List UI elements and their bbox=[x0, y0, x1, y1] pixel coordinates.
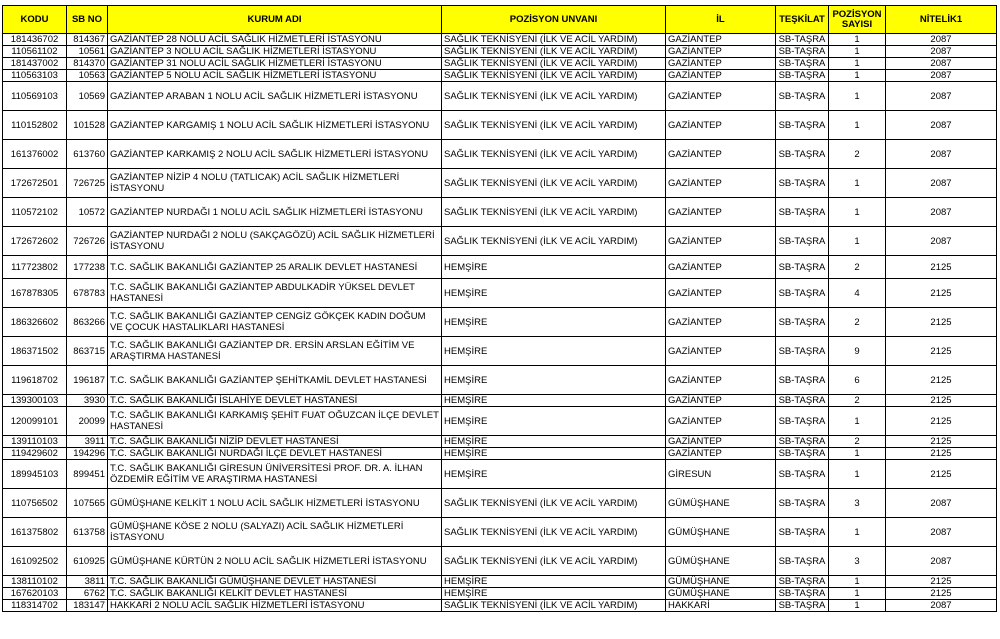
cell-kodu: 138110102 bbox=[3, 576, 67, 588]
cell-il: GAZİANTEP bbox=[666, 256, 776, 279]
cell-pozisyon-unvani: SAĞLIK TEKNİSYENİ (İLK VE ACİL YARDIM) bbox=[442, 518, 666, 547]
cell-kodu: 110152802 bbox=[3, 111, 67, 140]
cell-pozisyon-unvani: HEMŞİRE bbox=[442, 279, 666, 308]
cell-pozisyon-unvani: HEMŞİRE bbox=[442, 256, 666, 279]
cell-teskilat: SB-TAŞRA bbox=[776, 547, 829, 576]
cell-teskilat: SB-TAŞRA bbox=[776, 448, 829, 460]
cell-il: GAZİANTEP bbox=[666, 198, 776, 227]
cell-teskilat: SB-TAŞRA bbox=[776, 46, 829, 58]
cell-teskilat: SB-TAŞRA bbox=[776, 460, 829, 489]
cell-il: GİRESUN bbox=[666, 460, 776, 489]
cell-pozisyon-sayisi: 1 bbox=[829, 46, 886, 58]
table-row bbox=[3, 169, 997, 198]
header-pozisyon-unvani: POZİSYON UNVANI bbox=[442, 6, 666, 34]
cell-nitelik: 2087 bbox=[886, 518, 997, 547]
cell-sb-no: 610925 bbox=[67, 547, 108, 576]
cell-teskilat: SB-TAŞRA bbox=[776, 366, 829, 395]
cell-kodu: 172672501 bbox=[3, 169, 67, 198]
cell-sb-no: 726726 bbox=[67, 227, 108, 256]
cell-il: GAZİANTEP bbox=[666, 308, 776, 337]
table-row bbox=[3, 279, 997, 308]
cell-il: GÜMÜŞHANE bbox=[666, 489, 776, 518]
cell-kodu: 110569103 bbox=[3, 82, 67, 111]
cell-pozisyon-sayisi: 2 bbox=[829, 395, 886, 407]
cell-pozisyon-sayisi: 1 bbox=[829, 82, 886, 111]
cell-kurum-adi: GAZİANTEP KARGAMIŞ 1 NOLU ACİL SAĞLIK HİZMETLERİ İSTASYONU bbox=[108, 111, 442, 140]
cell-teskilat: SB-TAŞRA bbox=[776, 227, 829, 256]
cell-kodu: 119429602 bbox=[3, 448, 67, 460]
cell-sb-no: 183147 bbox=[67, 600, 108, 612]
cell-il: GAZİANTEP bbox=[666, 366, 776, 395]
cell-pozisyon-unvani: SAĞLIK TEKNİSYENİ (İLK VE ACİL YARDIM) bbox=[442, 227, 666, 256]
header-kurum-adi: KURUM ADI bbox=[108, 6, 442, 34]
cell-nitelik: 2087 bbox=[886, 58, 997, 70]
cell-il: GAZİANTEP bbox=[666, 111, 776, 140]
cell-kurum-adi: GAZİANTEP ARABAN 1 NOLU ACİL SAĞLIK HİZMETLERİ İSTASYONU bbox=[108, 82, 442, 111]
cell-pozisyon-unvani: SAĞLIK TEKNİSYENİ (İLK VE ACİL YARDIM) bbox=[442, 169, 666, 198]
cell-kodu: 167620103 bbox=[3, 588, 67, 600]
cell-kurum-adi: GAZİANTEP NİZİP 4 NOLU (TATLICAK) ACİL SAĞLIK HİZMETLERİ İSTASYONU bbox=[108, 169, 442, 198]
cell-pozisyon-sayisi: 3 bbox=[829, 547, 886, 576]
cell-pozisyon-unvani: SAĞLIK TEKNİSYENİ (İLK VE ACİL YARDIM) bbox=[442, 58, 666, 70]
table-row bbox=[3, 227, 997, 256]
cell-pozisyon-sayisi: 1 bbox=[829, 460, 886, 489]
cell-nitelik: 2125 bbox=[886, 395, 997, 407]
cell-pozisyon-unvani: HEMŞİRE bbox=[442, 308, 666, 337]
cell-kodu: 117723802 bbox=[3, 256, 67, 279]
table-row bbox=[3, 308, 997, 337]
cell-pozisyon-sayisi: 1 bbox=[829, 600, 886, 612]
cell-pozisyon-sayisi: 1 bbox=[829, 169, 886, 198]
cell-nitelik: 2125 bbox=[886, 588, 997, 600]
cell-teskilat: SB-TAŞRA bbox=[776, 198, 829, 227]
table-row bbox=[3, 448, 997, 460]
table-row bbox=[3, 70, 997, 82]
cell-teskilat: SB-TAŞRA bbox=[776, 576, 829, 588]
cell-pozisyon-unvani: HEMŞİRE bbox=[442, 460, 666, 489]
cell-il: GÜMÜŞHANE bbox=[666, 518, 776, 547]
cell-pozisyon-sayisi: 3 bbox=[829, 489, 886, 518]
cell-kurum-adi: GAZİANTEP 31 NOLU ACİL SAĞLIK HİZMETLERİ İSTASYONU bbox=[108, 58, 442, 70]
cell-teskilat: SB-TAŞRA bbox=[776, 308, 829, 337]
cell-pozisyon-unvani: SAĞLIK TEKNİSYENİ (İLK VE ACİL YARDIM) bbox=[442, 34, 666, 46]
cell-kurum-adi: T.C. SAĞLIK BAKANLIĞI NURDAĞI İLÇE DEVLET HASTANESİ bbox=[108, 448, 442, 460]
cell-kurum-adi: T.C. SAĞLIK BAKANLIĞI İSLAHİYE DEVLET HASTANESİ bbox=[108, 395, 442, 407]
cell-teskilat: SB-TAŞRA bbox=[776, 395, 829, 407]
header-pozisyon-sayisi: POZİSYON SAYISI bbox=[829, 6, 886, 34]
cell-il: GAZİANTEP bbox=[666, 140, 776, 169]
cell-sb-no: 6762 bbox=[67, 588, 108, 600]
cell-teskilat: SB-TAŞRA bbox=[776, 600, 829, 612]
table-row bbox=[3, 518, 997, 547]
table-row bbox=[3, 82, 997, 111]
cell-il: GAZİANTEP bbox=[666, 337, 776, 366]
cell-teskilat: SB-TAŞRA bbox=[776, 256, 829, 279]
cell-sb-no: 177238 bbox=[67, 256, 108, 279]
cell-kodu: 139300103 bbox=[3, 395, 67, 407]
cell-pozisyon-sayisi: 2 bbox=[829, 256, 886, 279]
cell-teskilat: SB-TAŞRA bbox=[776, 337, 829, 366]
cell-nitelik: 2125 bbox=[886, 256, 997, 279]
table-row bbox=[3, 489, 997, 518]
cell-sb-no: 3911 bbox=[67, 436, 108, 448]
cell-sb-no: 726725 bbox=[67, 169, 108, 198]
table-row bbox=[3, 436, 997, 448]
cell-teskilat: SB-TAŞRA bbox=[776, 111, 829, 140]
cell-il: GAZİANTEP bbox=[666, 436, 776, 448]
cell-pozisyon-unvani: HEMŞİRE bbox=[442, 588, 666, 600]
cell-sb-no: 101528 bbox=[67, 111, 108, 140]
table-row bbox=[3, 337, 997, 366]
cell-kurum-adi: T.C. SAĞLIK BAKANLIĞI GİRESUN ÜNİVERSİTESİ PROF. DR. A. İLHAN ÖZDEMİR EĞİTİM VE ARAŞTIRMA HASTANESİ bbox=[108, 460, 442, 489]
cell-teskilat: SB-TAŞRA bbox=[776, 489, 829, 518]
table-row bbox=[3, 111, 997, 140]
cell-kurum-adi: GAZİANTEP 28 NOLU ACİL SAĞLIK HİZMETLERİ İSTASYONU bbox=[108, 34, 442, 46]
cell-kurum-adi: T.C. SAĞLIK BAKANLIĞI KARKAMIŞ ŞEHİT FUAT OĞUZCAN İLÇE DEVLET HASTANESİ bbox=[108, 407, 442, 436]
cell-sb-no: 613760 bbox=[67, 140, 108, 169]
cell-nitelik: 2125 bbox=[886, 448, 997, 460]
cell-pozisyon-unvani: HEMŞİRE bbox=[442, 448, 666, 460]
cell-nitelik: 2087 bbox=[886, 600, 997, 612]
table-row bbox=[3, 198, 997, 227]
cell-kodu: 110561102 bbox=[3, 46, 67, 58]
cell-kodu: 119618702 bbox=[3, 366, 67, 395]
cell-pozisyon-unvani: HEMŞİRE bbox=[442, 337, 666, 366]
table-row bbox=[3, 34, 997, 46]
header-sb-no: SB NO bbox=[67, 6, 108, 34]
cell-teskilat: SB-TAŞRA bbox=[776, 588, 829, 600]
table-row bbox=[3, 366, 997, 395]
cell-sb-no: 10563 bbox=[67, 70, 108, 82]
cell-sb-no: 10569 bbox=[67, 82, 108, 111]
cell-pozisyon-unvani: SAĞLIK TEKNİSYENİ (İLK VE ACİL YARDIM) bbox=[442, 111, 666, 140]
table-row bbox=[3, 256, 997, 279]
cell-pozisyon-sayisi: 2 bbox=[829, 436, 886, 448]
cell-kurum-adi: T.C. SAĞLIK BAKANLIĞI GAZİANTEP ŞEHİTKAMİL DEVLET HASTANESİ bbox=[108, 366, 442, 395]
cell-sb-no: 20099 bbox=[67, 407, 108, 436]
cell-pozisyon-unvani: HEMŞİRE bbox=[442, 395, 666, 407]
cell-pozisyon-sayisi: 1 bbox=[829, 58, 886, 70]
cell-pozisyon-sayisi: 2 bbox=[829, 140, 886, 169]
cell-kodu: 181436702 bbox=[3, 34, 67, 46]
cell-kodu: 110756502 bbox=[3, 489, 67, 518]
cell-nitelik: 2125 bbox=[886, 407, 997, 436]
cell-kurum-adi: GÜMÜŞHANE KÜRTÜN 2 NOLU ACİL SAĞLIK HİZMETLERİ İSTASYONU bbox=[108, 547, 442, 576]
cell-pozisyon-sayisi: 1 bbox=[829, 70, 886, 82]
header-nitelik: NİTELİK1 bbox=[886, 6, 997, 34]
cell-kurum-adi: T.C. SAĞLIK BAKANLIĞI GAZİANTEP ABDULKADİR YÜKSEL DEVLET HASTANESİ bbox=[108, 279, 442, 308]
cell-nitelik: 2125 bbox=[886, 436, 997, 448]
cell-kodu: 186371502 bbox=[3, 337, 67, 366]
cell-kurum-adi: T.C. SAĞLIK BAKANLIĞI GAZİANTEP 25 ARALIK DEVLET HASTANESİ bbox=[108, 256, 442, 279]
cell-kurum-adi: GÜMÜŞHANE KÖSE 2 NOLU (SALYAZI) ACİL SAĞLIK HİZMETLERİ İSTASYONU bbox=[108, 518, 442, 547]
cell-il: GAZİANTEP bbox=[666, 169, 776, 198]
cell-pozisyon-sayisi: 9 bbox=[829, 337, 886, 366]
cell-nitelik: 2087 bbox=[886, 82, 997, 111]
cell-pozisyon-unvani: HEMŞİRE bbox=[442, 366, 666, 395]
cell-teskilat: SB-TAŞRA bbox=[776, 518, 829, 547]
cell-kurum-adi: GAZİANTEP 5 NOLU ACİL SAĞLIK HİZMETLERİ İSTASYONU bbox=[108, 70, 442, 82]
cell-il: GAZİANTEP bbox=[666, 82, 776, 111]
cell-pozisyon-sayisi: 1 bbox=[829, 34, 886, 46]
table-row bbox=[3, 588, 997, 600]
cell-nitelik: 2087 bbox=[886, 547, 997, 576]
cell-pozisyon-sayisi: 1 bbox=[829, 518, 886, 547]
header-il: İL bbox=[666, 6, 776, 34]
cell-teskilat: SB-TAŞRA bbox=[776, 34, 829, 46]
cell-pozisyon-unvani: SAĞLIK TEKNİSYENİ (İLK VE ACİL YARDIM) bbox=[442, 489, 666, 518]
cell-nitelik: 2125 bbox=[886, 460, 997, 489]
cell-kodu: 186326602 bbox=[3, 308, 67, 337]
cell-pozisyon-sayisi: 1 bbox=[829, 576, 886, 588]
table-row bbox=[3, 547, 997, 576]
cell-teskilat: SB-TAŞRA bbox=[776, 407, 829, 436]
cell-il: GAZİANTEP bbox=[666, 46, 776, 58]
cell-teskilat: SB-TAŞRA bbox=[776, 70, 829, 82]
cell-kurum-adi: T.C. SAĞLIK BAKANLIĞI GAZİANTEP CENGİZ GÖKÇEK KADIN DOĞUM VE ÇOCUK HASTALIKLARI HASTANESİ bbox=[108, 308, 442, 337]
cell-nitelik: 2087 bbox=[886, 198, 997, 227]
cell-sb-no: 10572 bbox=[67, 198, 108, 227]
header-kodu: KODU bbox=[3, 6, 67, 34]
cell-pozisyon-sayisi: 1 bbox=[829, 588, 886, 600]
cell-kodu: 139110103 bbox=[3, 436, 67, 448]
cell-sb-no: 613758 bbox=[67, 518, 108, 547]
cell-nitelik: 2087 bbox=[886, 227, 997, 256]
cell-kurum-adi: GAZİANTEP 3 NOLU ACİL SAĞLIK HİZMETLERİ İSTASYONU bbox=[108, 46, 442, 58]
cell-kodu: 110563103 bbox=[3, 70, 67, 82]
cell-kurum-adi: T.C. SAĞLIK BAKANLIĞI NİZİP DEVLET HASTANESİ bbox=[108, 436, 442, 448]
cell-il: GAZİANTEP bbox=[666, 34, 776, 46]
cell-il: GÜMÜŞHANE bbox=[666, 588, 776, 600]
cell-kodu: 181437002 bbox=[3, 58, 67, 70]
cell-pozisyon-sayisi: 4 bbox=[829, 279, 886, 308]
cell-il: GAZİANTEP bbox=[666, 407, 776, 436]
cell-nitelik: 2125 bbox=[886, 337, 997, 366]
header-teskilat: TEŞKİLAT bbox=[776, 6, 829, 34]
cell-nitelik: 2087 bbox=[886, 46, 997, 58]
cell-kurum-adi: T.C. SAĞLIK BAKANLIĞI GÜMÜŞHANE DEVLET HASTANESİ bbox=[108, 576, 442, 588]
cell-pozisyon-sayisi: 1 bbox=[829, 227, 886, 256]
cell-sb-no: 10561 bbox=[67, 46, 108, 58]
cell-il: GAZİANTEP bbox=[666, 448, 776, 460]
cell-nitelik: 2125 bbox=[886, 279, 997, 308]
cell-nitelik: 2087 bbox=[886, 34, 997, 46]
cell-il: GAZİANTEP bbox=[666, 395, 776, 407]
table-row bbox=[3, 395, 997, 407]
cell-il: GÜMÜŞHANE bbox=[666, 576, 776, 588]
cell-kodu: 172672602 bbox=[3, 227, 67, 256]
table-body bbox=[3, 34, 997, 612]
cell-kurum-adi: GAZİANTEP NURDAĞI 2 NOLU (SAKÇAGÖZÜ) ACİL SAĞLIK HİZMETLERİ İSTASYONU bbox=[108, 227, 442, 256]
cell-pozisyon-unvani: SAĞLIK TEKNİSYENİ (İLK VE ACİL YARDIM) bbox=[442, 82, 666, 111]
cell-kodu: 161375802 bbox=[3, 518, 67, 547]
position-table-container bbox=[2, 5, 996, 612]
cell-kodu: 120099101 bbox=[3, 407, 67, 436]
cell-kodu: 161092502 bbox=[3, 547, 67, 576]
cell-pozisyon-sayisi: 1 bbox=[829, 111, 886, 140]
cell-pozisyon-unvani: SAĞLIK TEKNİSYENİ (İLK VE ACİL YARDIM) bbox=[442, 198, 666, 227]
cell-kodu: 189945103 bbox=[3, 460, 67, 489]
table-row bbox=[3, 576, 997, 588]
cell-sb-no: 3930 bbox=[67, 395, 108, 407]
cell-pozisyon-unvani: SAĞLIK TEKNİSYENİ (İLK VE ACİL YARDIM) bbox=[442, 70, 666, 82]
cell-teskilat: SB-TAŞRA bbox=[776, 279, 829, 308]
cell-teskilat: SB-TAŞRA bbox=[776, 140, 829, 169]
cell-teskilat: SB-TAŞRA bbox=[776, 169, 829, 198]
cell-kurum-adi: T.C. SAĞLIK BAKANLIĞI GAZİANTEP DR. ERSİN ARSLAN EĞİTİM VE ARAŞTIRMA HASTANESİ bbox=[108, 337, 442, 366]
table-row bbox=[3, 58, 997, 70]
cell-pozisyon-unvani: HEMŞİRE bbox=[442, 576, 666, 588]
cell-il: GAZİANTEP bbox=[666, 227, 776, 256]
table-row bbox=[3, 600, 997, 612]
cell-nitelik: 2125 bbox=[886, 308, 997, 337]
table-row bbox=[3, 407, 997, 436]
cell-teskilat: SB-TAŞRA bbox=[776, 436, 829, 448]
cell-sb-no: 814370 bbox=[67, 58, 108, 70]
cell-kurum-adi: T.C. SAĞLIK BAKANLIĞI KELKİT DEVLET HASTANESİ bbox=[108, 588, 442, 600]
cell-pozisyon-sayisi: 1 bbox=[829, 407, 886, 436]
cell-kodu: 110572102 bbox=[3, 198, 67, 227]
cell-pozisyon-sayisi: 2 bbox=[829, 308, 886, 337]
cell-sb-no: 3811 bbox=[67, 576, 108, 588]
table-row bbox=[3, 46, 997, 58]
cell-kodu: 167878305 bbox=[3, 279, 67, 308]
cell-pozisyon-unvani: HEMŞİRE bbox=[442, 436, 666, 448]
cell-kurum-adi: HAKKARİ 2 NOLU ACİL SAĞLIK HİZMETLERİ İSTASYONU bbox=[108, 600, 442, 612]
cell-il: GAZİANTEP bbox=[666, 70, 776, 82]
table-row bbox=[3, 460, 997, 489]
cell-nitelik: 2087 bbox=[886, 140, 997, 169]
cell-pozisyon-sayisi: 6 bbox=[829, 366, 886, 395]
table-row bbox=[3, 140, 997, 169]
cell-kurum-adi: GAZİANTEP KARKAMIŞ 2 NOLU ACİL SAĞLIK HİZMETLERİ İSTASYONU bbox=[108, 140, 442, 169]
cell-nitelik: 2087 bbox=[886, 489, 997, 518]
cell-sb-no: 107565 bbox=[67, 489, 108, 518]
cell-il: GAZİANTEP bbox=[666, 58, 776, 70]
cell-sb-no: 814367 bbox=[67, 34, 108, 46]
cell-kodu: 161376002 bbox=[3, 140, 67, 169]
cell-sb-no: 863266 bbox=[67, 308, 108, 337]
cell-teskilat: SB-TAŞRA bbox=[776, 82, 829, 111]
cell-pozisyon-sayisi: 1 bbox=[829, 448, 886, 460]
cell-pozisyon-unvani: SAĞLIK TEKNİSYENİ (İLK VE ACİL YARDIM) bbox=[442, 547, 666, 576]
cell-nitelik: 2125 bbox=[886, 366, 997, 395]
cell-nitelik: 2125 bbox=[886, 576, 997, 588]
cell-sb-no: 196187 bbox=[67, 366, 108, 395]
cell-pozisyon-unvani: SAĞLIK TEKNİSYENİ (İLK VE ACİL YARDIM) bbox=[442, 140, 666, 169]
cell-kodu: 118314702 bbox=[3, 600, 67, 612]
cell-kurum-adi: GÜMÜŞHANE KELKİT 1 NOLU ACİL SAĞLIK HİZMETLERİ İSTASYONU bbox=[108, 489, 442, 518]
cell-il: GAZİANTEP bbox=[666, 279, 776, 308]
cell-sb-no: 194296 bbox=[67, 448, 108, 460]
cell-pozisyon-unvani: HEMŞİRE bbox=[442, 407, 666, 436]
cell-nitelik: 2087 bbox=[886, 169, 997, 198]
position-table bbox=[2, 5, 997, 612]
cell-nitelik: 2087 bbox=[886, 111, 997, 140]
cell-sb-no: 899451 bbox=[67, 460, 108, 489]
cell-pozisyon-unvani: SAĞLIK TEKNİSYENİ (İLK VE ACİL YARDIM) bbox=[442, 46, 666, 58]
header-row bbox=[3, 6, 997, 34]
cell-teskilat: SB-TAŞRA bbox=[776, 58, 829, 70]
cell-il: HAKKARİ bbox=[666, 600, 776, 612]
cell-pozisyon-sayisi: 1 bbox=[829, 198, 886, 227]
cell-sb-no: 863715 bbox=[67, 337, 108, 366]
cell-sb-no: 678783 bbox=[67, 279, 108, 308]
cell-kurum-adi: GAZİANTEP NURDAĞI 1 NOLU ACİL SAĞLIK HİZMETLERİ İSTASYONU bbox=[108, 198, 442, 227]
cell-pozisyon-unvani: SAĞLIK TEKNİSYENİ (İLK VE ACİL YARDIM) bbox=[442, 600, 666, 612]
cell-il: GÜMÜŞHANE bbox=[666, 547, 776, 576]
cell-nitelik: 2087 bbox=[886, 70, 997, 82]
